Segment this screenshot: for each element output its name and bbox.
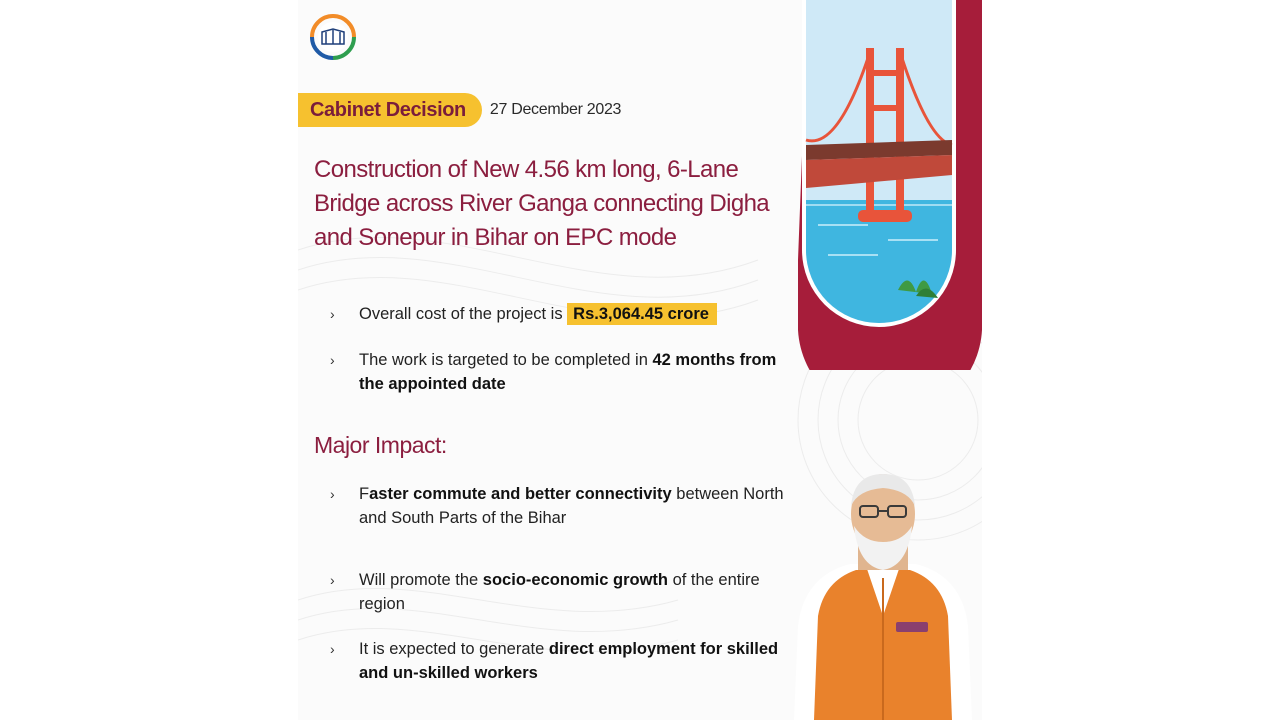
cost-highlight: Rs.3,064.45 crore xyxy=(567,303,717,325)
impact-growth-bold: socio-economic growth xyxy=(482,571,668,589)
impact-growth-before: Will promote the xyxy=(359,571,483,589)
tag-date: 27 December 2023 xyxy=(489,101,622,118)
impact-employment xyxy=(328,637,798,685)
pm-portrait xyxy=(784,466,982,720)
impact-title: Major Impact: xyxy=(314,432,447,458)
chevron-right-icon: › xyxy=(330,641,335,657)
tag-label: Cabinet Decision xyxy=(298,93,482,127)
impact-commute-rest: between North and South Parts of the Bihar xyxy=(359,485,784,527)
impact-list xyxy=(328,482,798,685)
facts-list xyxy=(328,302,798,396)
headline: Construction of New 4.56 km long, 6-Lane Bridge across River Ganga connecting Digha and Sonepur in Bihar on EPC mode xyxy=(314,156,770,251)
fact-cost-text: Overall cost of the project is xyxy=(359,305,568,323)
impact-commute-first: F xyxy=(359,485,370,503)
cabinet-decision-tag xyxy=(298,93,621,127)
impact-employment-bold: direct employment for skilled and un-skilled workers xyxy=(359,640,779,682)
impact-growth xyxy=(328,568,798,616)
fact-duration xyxy=(328,348,798,396)
chevron-right-icon: › xyxy=(330,572,335,588)
impact-commute xyxy=(328,482,798,530)
fact-cost xyxy=(328,302,798,326)
poster xyxy=(298,0,982,720)
bridge-illustration xyxy=(798,0,982,370)
chevron-right-icon: › xyxy=(330,486,335,502)
chevron-right-icon: › xyxy=(330,306,335,322)
impact-employment-before: It is expected to generate xyxy=(359,640,549,658)
impact-commute-bold: aster commute and better connectivity xyxy=(369,485,672,503)
impact-growth-after: of the entire region xyxy=(359,571,760,613)
fact-duration-bold: 42 months from the appointed date xyxy=(359,351,777,393)
pib-logo xyxy=(310,14,356,62)
chevron-right-icon: › xyxy=(330,352,335,368)
fact-duration-text: The work is targeted to be completed in xyxy=(359,351,653,369)
